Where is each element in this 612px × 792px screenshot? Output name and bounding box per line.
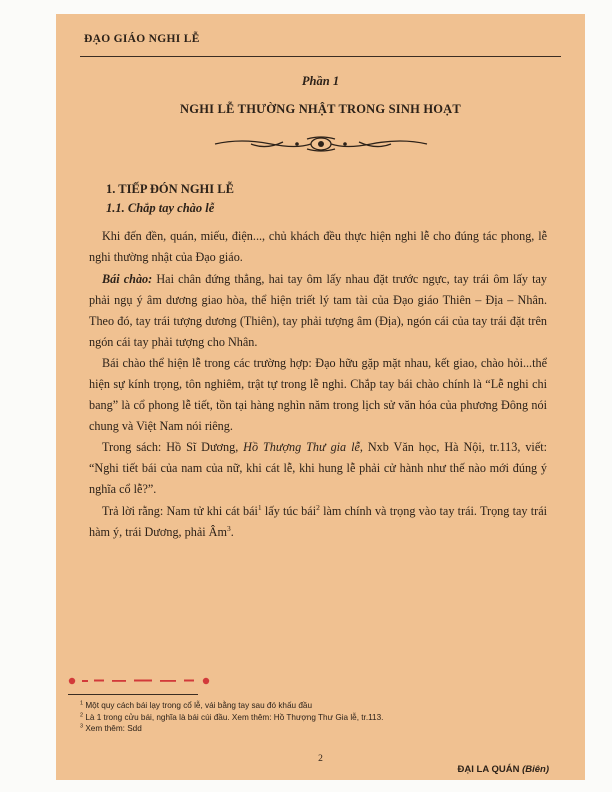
answer-part-1: Trả lời rằng: Nam tử khi cát bái [102,504,258,518]
citation-rest: , Nxb Văn học, Hà Nội, tr.113, viết: “Nghi tiết bái của nam của nữ, khi cát lễ, khi hung lễ phải cử hành như thế nào mới đúng ý nghĩa cổ lễ?”. [89,440,547,496]
footnote-2 [80,712,520,724]
section-heading: 1. TIẾP ĐÓN NGHI LỄ [106,182,234,196]
footnotes [80,700,520,735]
answer-part-3: làm chính và trọng vào tay trái. Trọng tay trái hàm ý, trái Dương, phải Âm [89,504,548,539]
footer-brand [458,764,549,775]
bai-chao-term: Bái chào: [102,272,153,286]
subsection-heading: 1.1. Chắp tay chào lễ [106,201,215,215]
page-number: 2 [318,754,323,764]
footnote-divider [68,694,198,695]
footer-brand-name: ĐẠI LA QUÁN [457,764,520,775]
footnote-3 [80,723,520,735]
header-divider [80,56,561,57]
ornament-divider-icon [211,136,431,152]
footnote-marker: 1 [80,700,84,707]
bai-chao-text: Hai chân đứng thẳng, hai tay ôm lấy nhau đặt trước ngực, tay trái ôm lấy tay phải ngụ ý âm dương giao hòa, thể hiện triết lý tam tài của Đạo giáo Thiên – Địa – Nhân. Theo đó, tay trái tượng dương (Thiên), tay phải tượng âm (Địa), ngón cái của tay trái đặt trên ngón cái tay phải tượng cho Nhân. [89,272,547,349]
paragraph-answer [89,501,547,543]
footnote-marker: 3 [80,723,84,730]
paragraph-citation [89,437,547,500]
red-stamp-mark [64,676,214,686]
paragraph-bai-chao [89,269,547,353]
paragraph-occasions: Bái chào thể hiện lễ trong các trường hợp: Đạo hữu gặp mặt nhau, kết giao, chào hỏi...thể hiện sự kính trọng, tôn nghiêm, trật tự trong lễ nghi. Chắp tay bái chào chính là “Lễ nghi chi bang” là cổ phong lễ tiết, tồn tại hàng nghìn năm trong lịch sử văn hóa của phương Đông nói chung và Việt Nam nói riêng. [89,356,547,433]
footnote-1 [80,700,520,712]
page-sheet [56,14,585,780]
citation-lead: Trong sách: Hồ Sĩ Dương, [102,440,244,454]
footnote-ref-1[interactable]: 1 [257,502,262,512]
footnote-text: Một quy cách bái lạy trong cổ lễ, vái bằng tay sau đó khấu đầu [85,701,313,710]
footnote-ref-3[interactable]: 3 [226,523,231,533]
part-title: NGHI LỄ THƯỜNG NHẬT TRONG SINH HOẠT [180,102,461,116]
part-label: Phần 1 [301,74,340,88]
footnote-ref-2[interactable]: 2 [316,502,320,512]
footnote-marker: 2 [80,711,84,718]
answer-end: . [230,525,234,539]
answer-part-2: lấy túc bái [261,504,317,518]
running-header: ĐẠO GIÁO NGHI LỄ [84,33,200,45]
footer-brand-role: (Biên) [522,764,549,775]
paragraph-intro: Khi đến đền, quán, miếu, điện..., chủ khách đều thực hiện nghi lễ cho đúng tác phong, lễ nghi thường nhật của Đạo giáo. [89,229,547,264]
footnote-text: Xem thêm: Sdd [85,724,142,733]
book-title: Hồ Thượng Thư gia lễ [243,440,360,454]
footnote-text: Là 1 trong cửu bái, nghĩa là bái cúi đầu. Xem thêm: Hồ Thượng Thư Gia lễ, tr.113. [85,712,384,722]
